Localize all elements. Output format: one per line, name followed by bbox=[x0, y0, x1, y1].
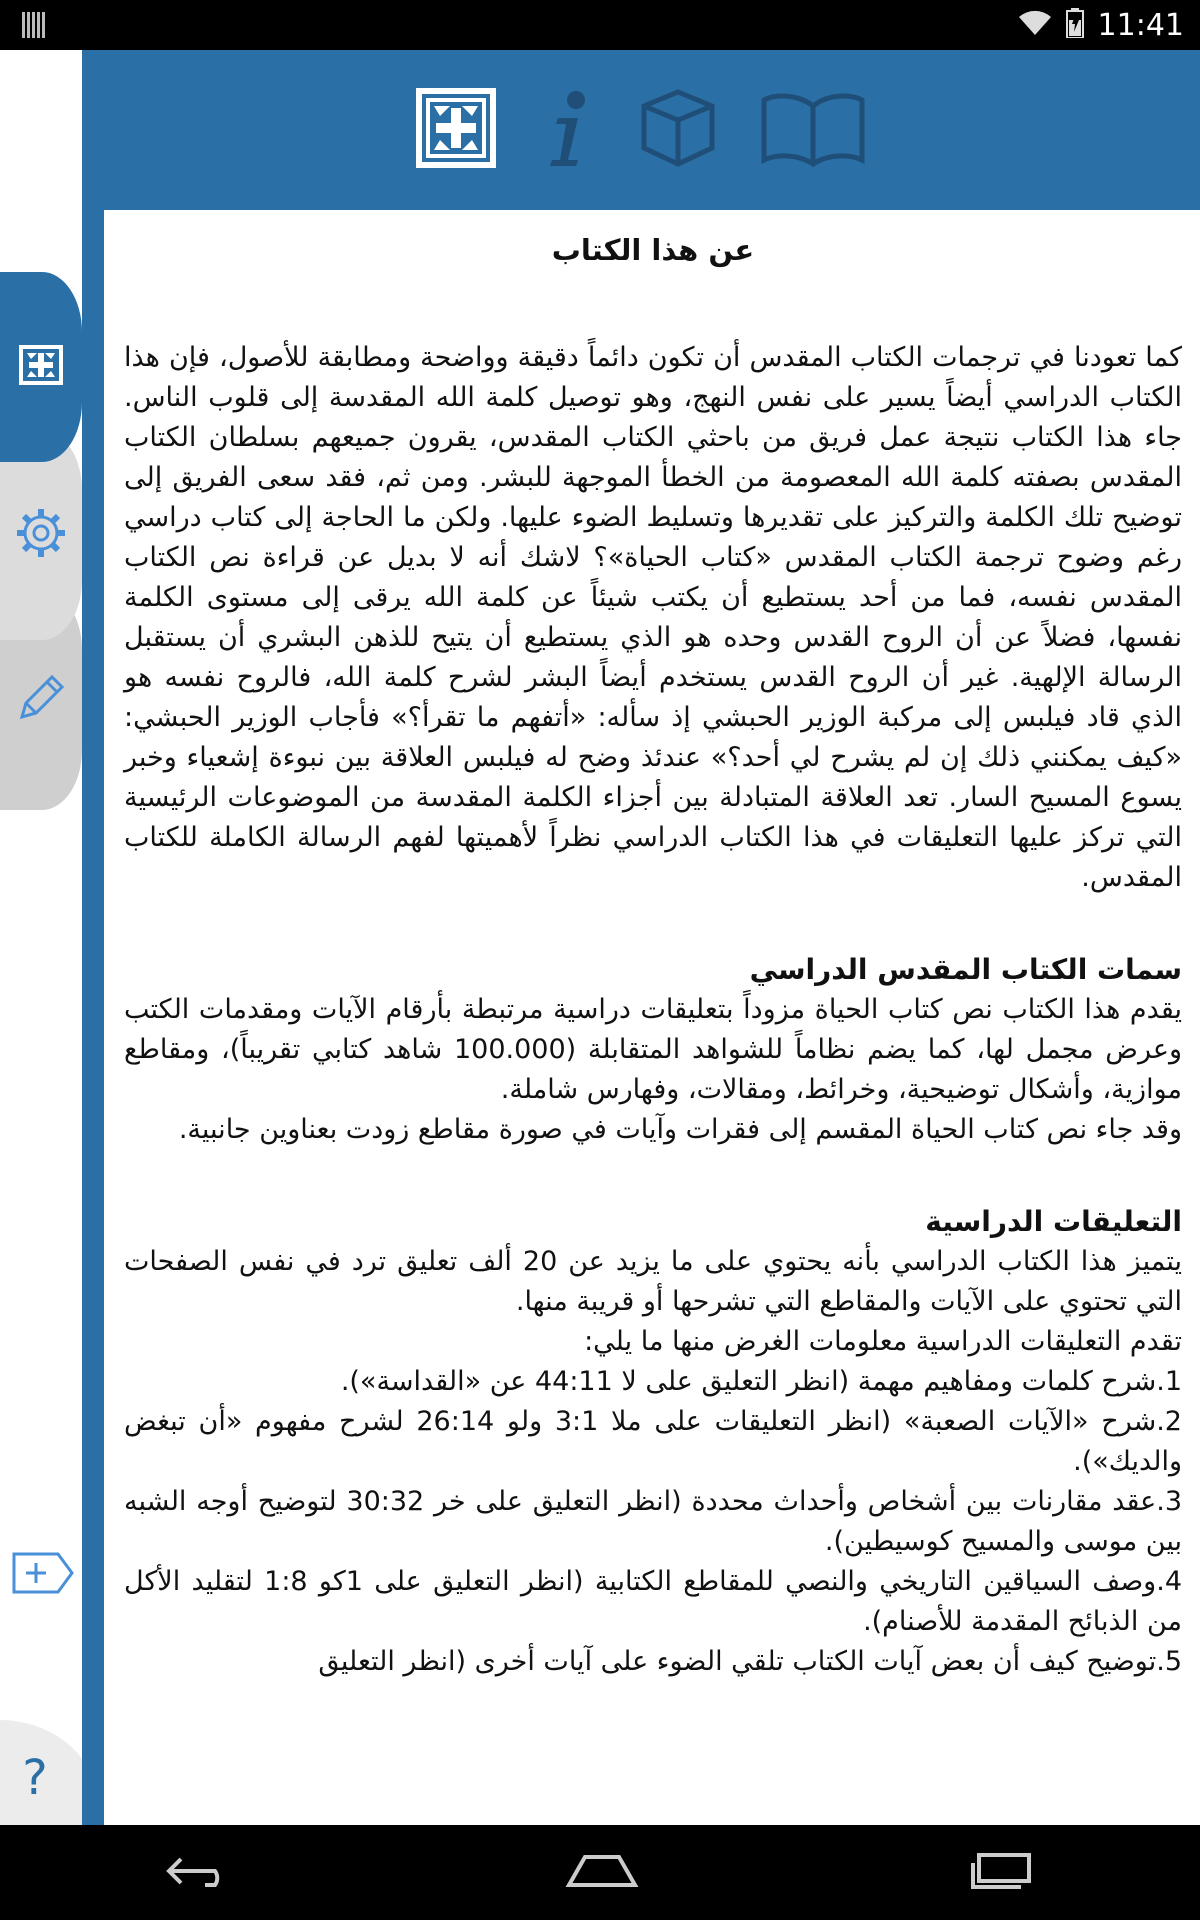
page-title: عن هذا الكتاب bbox=[551, 233, 755, 267]
cube-icon bbox=[638, 86, 718, 174]
battery-icon bbox=[1066, 8, 1084, 42]
features-paragraph-2: وقد جاء نص كتاب الحياة المقسم إلى فقرات وآيات في صورة مقاطع زودت بعناوين جانبية. bbox=[178, 1114, 1182, 1145]
list-item: 3.عقد مقارنات بين أشخاص وأحداث محددة (انظر التعليق على خر 30:32 لتوضيح أوجه الشبه بين موسى والمسيح كوسيطين). bbox=[124, 1486, 1183, 1557]
navigation-bar bbox=[0, 1825, 1200, 1920]
info-icon bbox=[538, 86, 598, 174]
clock: 11:41 bbox=[1097, 7, 1184, 43]
add-note-button[interactable] bbox=[10, 1550, 76, 1596]
open-book-icon bbox=[758, 88, 868, 172]
book-cover-icon bbox=[17, 341, 65, 393]
tab-book-cover[interactable] bbox=[414, 86, 498, 174]
content-panel[interactable] bbox=[104, 210, 1200, 1825]
tab-info[interactable] bbox=[538, 86, 598, 174]
status-bar bbox=[0, 0, 1200, 50]
features-heading: سمات الكتاب المقدس الدراسي bbox=[749, 953, 1182, 986]
home-icon[interactable] bbox=[565, 1851, 639, 1895]
gear-icon bbox=[13, 505, 69, 565]
sidebar bbox=[0, 50, 82, 1825]
article bbox=[104, 230, 1200, 1682]
book-cover-icon bbox=[414, 86, 498, 174]
help-icon: ? bbox=[22, 1749, 48, 1806]
notes-paragraph-2: تقدم التعليقات الدراسية معلومات الغرض منها ما يلي: bbox=[584, 1326, 1182, 1357]
barcode-icon bbox=[22, 12, 46, 38]
notes-heading: التعليقات الدراسية bbox=[925, 1205, 1182, 1238]
add-note-icon bbox=[10, 1581, 76, 1600]
list-item: 1.شرح كلمات ومفاهيم مهمة (انظر التعليق على لا 44:11 عن «القداسة»). bbox=[340, 1366, 1182, 1397]
back-icon[interactable] bbox=[165, 1851, 235, 1895]
features-paragraph-1: يقدم هذا الكتاب نص كتاب الحياة مزوداً بتعليقات دراسية مرتبطة بأرقام الآيات ومقدمات الكتب وعرض مجمل لها، كما يضم نظاماً للشواهد المتقابلة (100.000 شاهد كتابي تقريباً)، ومقاطع موازية، وأشكال توضيحية، وخرائط، ومقالات، وفهارس شاملة. bbox=[124, 994, 1182, 1105]
wifi-icon bbox=[1018, 9, 1052, 41]
list-item: 4.وصف السياقين التاريخي والنصي للمقاطع الكتابية (انظر التعليق على 1كو 1:8 لتقليد الأكل من الذبائح المقدمة للأصنام). bbox=[124, 1566, 1182, 1637]
pencil-icon bbox=[12, 669, 70, 731]
list-item: 5.توضيح كيف أن بعض آيات الكتاب تلقي الضوء على آيات أخرى (انظر التعليق bbox=[318, 1646, 1182, 1677]
list-item: 2.شرح «الآيات الصعبة» (انظر التعليقات على ملا 3:1 ولو 26:14 لشرح مفهوم «أن تبغض والديك»). bbox=[124, 1406, 1182, 1477]
tab-3d[interactable] bbox=[638, 86, 718, 174]
top-toolbar bbox=[82, 50, 1200, 210]
main-frame bbox=[82, 50, 1200, 1825]
tab-reader[interactable] bbox=[758, 88, 868, 172]
notes-paragraph-1: يتميز هذا الكتاب الدراسي بأنه يحتوي على ما يزيد عن 20 ألف تعليق ترد في نفس الصفحات التي تحتوي على الآيات والمقاطع التي تشرحها أو قريبة منها. bbox=[124, 1246, 1182, 1317]
sidebar-item-book[interactable] bbox=[0, 272, 82, 462]
recent-apps-icon[interactable] bbox=[969, 1851, 1035, 1895]
intro-paragraph: كما تعودنا في ترجمات الكتاب المقدس أن تكون دائماً دقيقة وواضحة ومطابقة للأصول، فإن هذا الكتاب الدراسي أيضاً يسير على نفس النهج، وهو توصيل كلمة الله المقدسة إلى قلوب الناس. جاء هذا الكتاب نتيجة عمل فريق من باحثي الكتاب المقدس، يقرون جميعهم بسلطان الكتاب المقدس بصفته كلمة الله المعصومة من الخطأ الموجهة للبشر. ومن ثم، فقد سعى الفريق إلى توضيح تلك الكلمة والتركيز على تقديرها وتسليط الضوء عليها. ولكن ما الحاجة إلى كتاب دراسي رغم وضوح ترجمة الكتاب المقدس «كتاب الحياة»؟ لاشك أنه لا بديل عن قراءة نص الكتاب المقدس نفسه، فما من أحد يستطيع أن يكتب شيئاً عن كلمة الله يرقى إلى مستوى الكلمة نفسها، فضلاً عن أن الروح القدس وحده هو الذي يستطيع أن يتيح للذهن البشري أن يستقبل الرسالة الإلهية. غير أن الروح القدس يستخدم أيضاً البشر لشرح كلمة الله، فالروح نفسه هو الذي قاد فيلبس إلى مركبة الوزير الحبشي إذ سأله: «أتفهم ما تقرأ؟» فأجاب الوزير الحبشي: «كيف يمكنني ذلك إن لم يشرح لي أحد؟» عندئذ وضح له فيلبس العلاقة بين نبوءة إشعياء وخبر يسوع المسيح السار. تعد العلاقة المتبادلة بين أجزاء الكلمة المقدسة من الموضوعات الرئيسية التي تركز عليها التعليقات في هذا الكتاب الدراسي نظراً لأهميتها لفهم الرسالة الكاملة للكتاب المقدس. bbox=[124, 342, 1182, 893]
